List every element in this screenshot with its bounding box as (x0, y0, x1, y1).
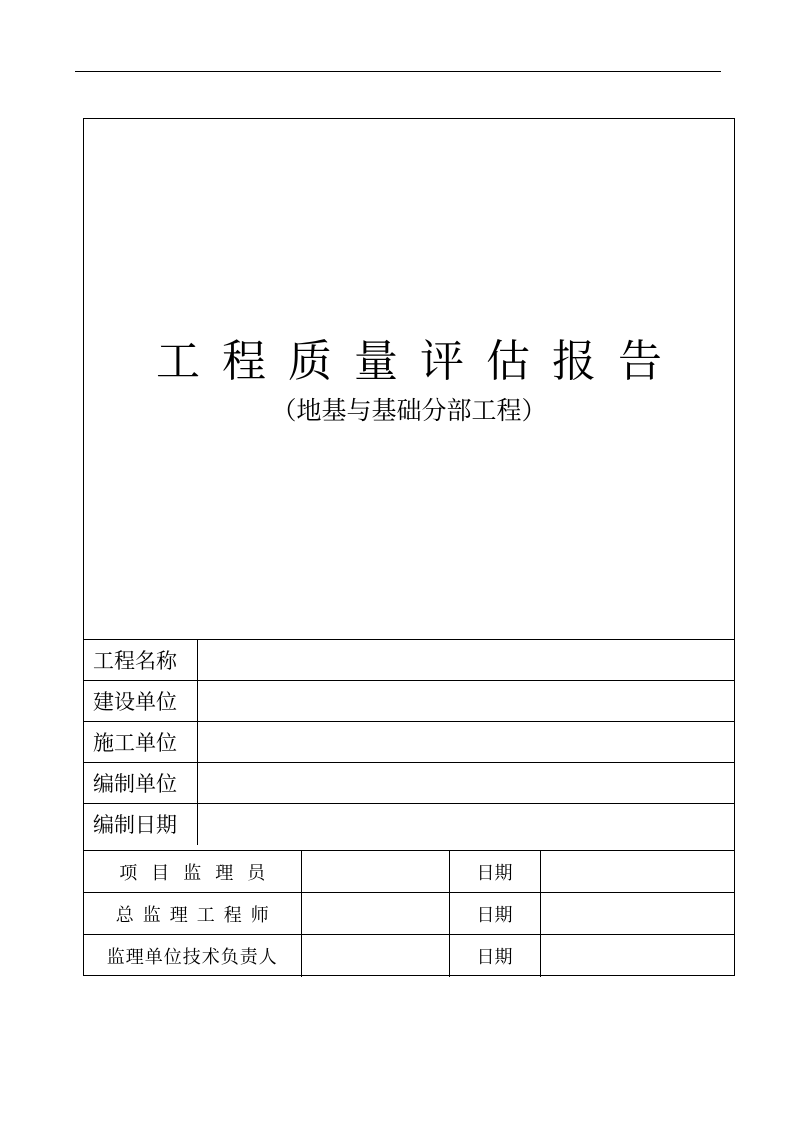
chief-engineer-date-field[interactable] (540, 893, 734, 935)
chief-engineer-role-label: 总监理工程师 (84, 893, 301, 935)
construction-owner-label: 建设单位 (84, 681, 197, 722)
contractor-field[interactable] (197, 722, 734, 763)
technical-lead-role-label: 监理单位技术负责人 (84, 935, 301, 977)
report-title: 工程质量评估报告 (156, 336, 684, 387)
technical-lead-date-label: 日期 (449, 935, 540, 977)
project-name-label: 工程名称 (84, 640, 197, 681)
report-subtitle: （地基与基础分部工程） (271, 396, 547, 425)
signature-table (84, 850, 734, 977)
chief-engineer-signature-field[interactable] (301, 893, 449, 935)
info-row-construction-owner (84, 681, 734, 722)
supervisor-date-field[interactable] (540, 851, 734, 893)
info-row-compiling-unit (84, 763, 734, 804)
contractor-label: 施工单位 (84, 722, 197, 763)
header-rule (75, 71, 721, 72)
info-row-contractor (84, 722, 734, 763)
construction-owner-field[interactable] (197, 681, 734, 722)
info-row-project-name (84, 640, 734, 681)
technical-lead-signature-field[interactable] (301, 935, 449, 977)
sign-row-technical-lead (84, 935, 734, 977)
report-cover-frame (83, 118, 735, 976)
compiling-date-field[interactable] (197, 804, 734, 845)
compiling-unit-field[interactable] (197, 763, 734, 804)
compiling-unit-label: 编制单位 (84, 763, 197, 804)
sign-row-chief-engineer (84, 893, 734, 935)
technical-lead-date-field[interactable] (540, 935, 734, 977)
supervisor-date-label: 日期 (449, 851, 540, 893)
chief-engineer-date-label: 日期 (449, 893, 540, 935)
compiling-date-label: 编制日期 (84, 804, 197, 845)
project-info-table (84, 639, 734, 845)
sign-row-supervisor (84, 851, 734, 893)
supervisor-role-label: 项目监理员 (84, 851, 301, 893)
project-name-field[interactable] (197, 640, 734, 681)
info-row-compiling-date (84, 804, 734, 845)
supervisor-signature-field[interactable] (301, 851, 449, 893)
